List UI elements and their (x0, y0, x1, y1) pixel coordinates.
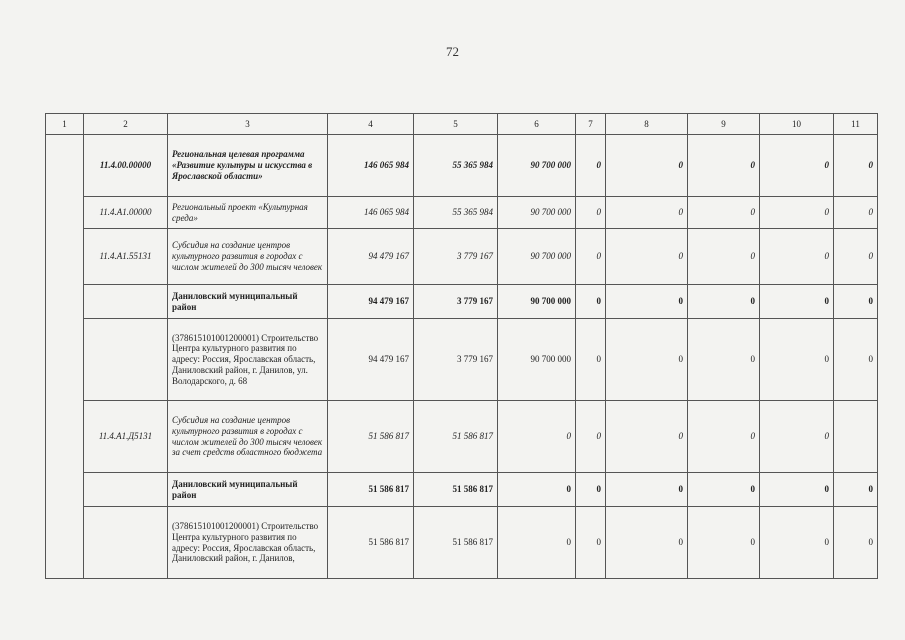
table-row (46, 507, 878, 579)
table-cell-value: 90 700 000 (498, 229, 576, 285)
table-cell-value: 90 700 000 (498, 135, 576, 197)
table-cell-value: 0 (688, 507, 760, 579)
table-cell-value: 0 (760, 197, 834, 229)
table-cell-value: 0 (760, 473, 834, 507)
table-cell-value: 0 (688, 401, 760, 473)
table-cell-value: 0 (576, 473, 606, 507)
table-cell-code (84, 507, 168, 579)
column-header: 4 (328, 114, 414, 135)
table-cell-value: 0 (760, 285, 834, 319)
table-cell-value: 0 (834, 507, 878, 579)
table-cell-value: 0 (606, 473, 688, 507)
column-header: 9 (688, 114, 760, 135)
table-cell-value: 0 (576, 285, 606, 319)
table-cell-value: 0 (576, 135, 606, 197)
table-cell-value: 0 (498, 401, 576, 473)
table-row (46, 401, 878, 473)
table-cell-value: 0 (606, 135, 688, 197)
table-cell-value: 0 (576, 507, 606, 579)
table-cell-value: 0 (834, 197, 878, 229)
column-header: 10 (760, 114, 834, 135)
column-header: 7 (576, 114, 606, 135)
table-cell-value: 0 (606, 319, 688, 401)
table-cell-value: 0 (688, 197, 760, 229)
table-cell-value: 51 586 817 (328, 473, 414, 507)
table-cell-code (84, 473, 168, 507)
budget-table (45, 113, 878, 579)
table-cell-value: 0 (576, 197, 606, 229)
table-cell-name: (378615101001200001) Строительство Центра культурного развития по адресу: Россия, Ярославская область, Даниловский район, г. Данилов, (168, 507, 328, 579)
table-cell-value: 0 (834, 229, 878, 285)
table-cell-value: 90 700 000 (498, 319, 576, 401)
table-cell-value: 0 (688, 473, 760, 507)
column-header: 8 (606, 114, 688, 135)
table-row (46, 319, 878, 401)
page-number: 72 (446, 44, 459, 59)
table-cell-value: 51 586 817 (414, 473, 498, 507)
table-cell-value: 0 (606, 197, 688, 229)
table-cell-code: 11.4.A1.55131 (84, 229, 168, 285)
table-cell-value: 0 (498, 507, 576, 579)
table-cell-name: (378615101001200001) Строительство Центра культурного развития по адресу: Россия, Ярославская область, Даниловский район, г. Данилов, ул. Володарского, д. 68 (168, 319, 328, 401)
table-row (46, 473, 878, 507)
table-cell-value: 51 586 817 (328, 401, 414, 473)
table-body (46, 135, 878, 579)
table-cell-value: 0 (834, 135, 878, 197)
table-cell-value: 51 586 817 (414, 507, 498, 579)
table-cell-value: 0 (760, 401, 834, 473)
table-cell-code: 11.4.00.00000 (84, 135, 168, 197)
table-cell-value: 0 (760, 135, 834, 197)
table-cell-name: Региональный проект «Культурная среда» (168, 197, 328, 229)
table-row (46, 135, 878, 197)
table-cell-value: 90 700 000 (498, 197, 576, 229)
table-cell-code: 11.4.A1.00000 (84, 197, 168, 229)
table-cell-value: 3 779 167 (414, 319, 498, 401)
table-cell-value: 0 (688, 319, 760, 401)
table-cell-name: Региональная целевая программа «Развитие культуры и искусства в Ярославской области» (168, 135, 328, 197)
table-cell-value: 51 586 817 (414, 401, 498, 473)
table-cell-value: 146 065 984 (328, 135, 414, 197)
table-cell-value: 55 365 984 (414, 197, 498, 229)
header-row (46, 114, 878, 135)
table-cell-value: 94 479 167 (328, 229, 414, 285)
table-cell-value: 0 (834, 319, 878, 401)
table-cell-value: 3 779 167 (414, 229, 498, 285)
table-cell-value: 0 (834, 285, 878, 319)
table-cell-value: 0 (688, 135, 760, 197)
table-cell-value: 94 479 167 (328, 319, 414, 401)
table-cell-code (84, 319, 168, 401)
table-row (46, 197, 878, 229)
column-header: 1 (46, 114, 84, 135)
column-header: 11 (834, 114, 878, 135)
table-cell-value: 90 700 000 (498, 285, 576, 319)
table-cell-value: 0 (498, 473, 576, 507)
table-cell-col1 (46, 135, 84, 579)
table-cell-code: 11.4.A1.Д5131 (84, 401, 168, 473)
column-header: 2 (84, 114, 168, 135)
table-cell-value: 0 (606, 285, 688, 319)
table-cell-value: 55 365 984 (414, 135, 498, 197)
table-cell-value: 51 586 817 (328, 507, 414, 579)
table-cell-value: 0 (834, 473, 878, 507)
table-cell-name: Даниловский муниципальный район (168, 473, 328, 507)
table-cell-value (834, 401, 878, 473)
table-cell-value: 146 065 984 (328, 197, 414, 229)
table-cell-name: Даниловский муниципальный район (168, 285, 328, 319)
table-cell-value: 3 779 167 (414, 285, 498, 319)
table-cell-value: 0 (688, 229, 760, 285)
column-header: 5 (414, 114, 498, 135)
table-cell-value: 0 (760, 229, 834, 285)
table-cell-value: 0 (760, 507, 834, 579)
table-cell-name: Субсидия на создание центров культурного развития в городах с числом жителей до 300 тысяч человек за счет средств областного бюджета (168, 401, 328, 473)
table-cell-value: 0 (576, 401, 606, 473)
table-cell-value: 0 (576, 319, 606, 401)
table-cell-value: 94 479 167 (328, 285, 414, 319)
table-row (46, 229, 878, 285)
table-cell-value: 0 (760, 319, 834, 401)
table-cell-code (84, 285, 168, 319)
table-cell-value: 0 (606, 507, 688, 579)
table-cell-value: 0 (576, 229, 606, 285)
column-header: 6 (498, 114, 576, 135)
table-cell-name: Субсидия на создание центров культурного развития в городах с числом жителей до 300 тысяч человек (168, 229, 328, 285)
table-cell-value: 0 (688, 285, 760, 319)
column-header: 3 (168, 114, 328, 135)
table-row (46, 285, 878, 319)
table-cell-value: 0 (606, 401, 688, 473)
table-cell-value: 0 (606, 229, 688, 285)
